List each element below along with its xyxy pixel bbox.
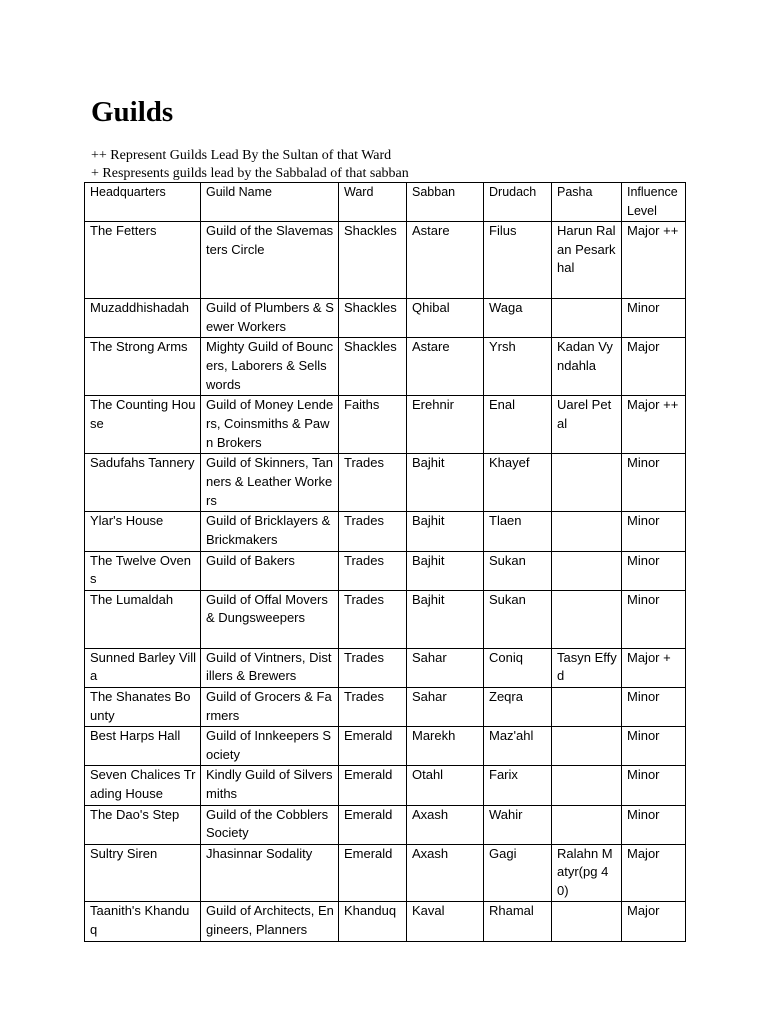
- table-row: [85, 454, 686, 512]
- cell-guild-name: Guild of the Cobblers Society: [201, 805, 339, 844]
- cell-headquarters: Sultry Siren: [85, 844, 201, 902]
- cell-influence-level: Major: [622, 902, 686, 941]
- column-header-influence-level: Influence Level: [622, 183, 686, 222]
- cell-headquarters: The Twelve Ovens: [85, 551, 201, 590]
- legend-note-sabbalad: + Respresents guilds lead by the Sabbalad of that sabban: [91, 166, 409, 181]
- cell-sabban: Sahar: [407, 648, 484, 687]
- cell-ward: Trades: [339, 590, 407, 648]
- cell-drudach: Gagi: [484, 844, 552, 902]
- cell-drudach: Zeqra: [484, 687, 552, 726]
- cell-ward: Emerald: [339, 805, 407, 844]
- cell-pasha: [552, 512, 622, 551]
- table-row: [85, 338, 686, 396]
- cell-influence-level: Minor: [622, 590, 686, 648]
- cell-pasha: [552, 454, 622, 512]
- cell-sabban: Kaval: [407, 902, 484, 941]
- cell-ward: Shackles: [339, 222, 407, 299]
- cell-sabban: Bajhit: [407, 454, 484, 512]
- cell-headquarters: The Lumaldah: [85, 590, 201, 648]
- cell-sabban: Axash: [407, 844, 484, 902]
- cell-guild-name: Guild of Bricklayers & Brickmakers: [201, 512, 339, 551]
- cell-influence-level: Minor: [622, 551, 686, 590]
- cell-headquarters: Best Harps Hall: [85, 727, 201, 766]
- cell-pasha: [552, 551, 622, 590]
- cell-drudach: Rhamal: [484, 902, 552, 941]
- cell-headquarters: Taanith's Khanduq: [85, 902, 201, 941]
- cell-guild-name: Guild of Innkeepers Society: [201, 727, 339, 766]
- table-row: [85, 512, 686, 551]
- cell-sabban: Astare: [407, 338, 484, 396]
- cell-sabban: Erehnir: [407, 396, 484, 454]
- cell-ward: Emerald: [339, 766, 407, 805]
- cell-influence-level: Minor: [622, 727, 686, 766]
- cell-sabban: Axash: [407, 805, 484, 844]
- table-row: [85, 727, 686, 766]
- cell-pasha: [552, 902, 622, 941]
- table-row: [85, 551, 686, 590]
- cell-sabban: Bajhit: [407, 590, 484, 648]
- cell-headquarters: Sunned Barley Villa: [85, 648, 201, 687]
- cell-pasha: Kadan Vyndahla: [552, 338, 622, 396]
- cell-ward: Trades: [339, 687, 407, 726]
- cell-headquarters: The Dao's Step: [85, 805, 201, 844]
- cell-ward: Trades: [339, 512, 407, 551]
- cell-ward: Shackles: [339, 299, 407, 338]
- column-header-drudach: Drudach: [484, 183, 552, 222]
- page-title: Guilds: [91, 96, 174, 128]
- cell-headquarters: The Shanates Bounty: [85, 687, 201, 726]
- table-row: [85, 299, 686, 338]
- cell-ward: Shackles: [339, 338, 407, 396]
- table-header-row: [85, 183, 686, 222]
- cell-guild-name: Kindly Guild of Silversmiths: [201, 766, 339, 805]
- column-header-pasha: Pasha: [552, 183, 622, 222]
- column-header-guild-name: Guild Name: [201, 183, 339, 222]
- cell-pasha: [552, 299, 622, 338]
- cell-drudach: Yrsh: [484, 338, 552, 396]
- cell-sabban: Sahar: [407, 687, 484, 726]
- table-row: [85, 648, 686, 687]
- table-row: [85, 844, 686, 902]
- cell-guild-name: Guild of Skinners, Tanners & Leather Workers: [201, 454, 339, 512]
- column-header-sabban: Sabban: [407, 183, 484, 222]
- legend-notes: [91, 147, 409, 183]
- cell-headquarters: Sadufahs Tannery: [85, 454, 201, 512]
- cell-influence-level: Major: [622, 338, 686, 396]
- cell-drudach: Maz'ahl: [484, 727, 552, 766]
- cell-ward: Trades: [339, 551, 407, 590]
- cell-ward: Trades: [339, 454, 407, 512]
- cell-influence-level: Minor: [622, 299, 686, 338]
- cell-influence-level: Major ++: [622, 222, 686, 299]
- cell-influence-level: Major +: [622, 648, 686, 687]
- cell-drudach: Enal: [484, 396, 552, 454]
- cell-influence-level: Minor: [622, 766, 686, 805]
- cell-guild-name: Guild of Grocers & Farmers: [201, 687, 339, 726]
- table-body: [85, 222, 686, 941]
- cell-drudach: Wahir: [484, 805, 552, 844]
- cell-influence-level: Minor: [622, 687, 686, 726]
- table-row: [85, 396, 686, 454]
- cell-headquarters: The Fetters: [85, 222, 201, 299]
- cell-drudach: Sukan: [484, 590, 552, 648]
- table-row: [85, 687, 686, 726]
- table-row: [85, 590, 686, 648]
- cell-influence-level: Minor: [622, 454, 686, 512]
- cell-drudach: Khayef: [484, 454, 552, 512]
- cell-influence-level: Major: [622, 844, 686, 902]
- cell-ward: Emerald: [339, 844, 407, 902]
- cell-influence-level: Minor: [622, 512, 686, 551]
- cell-sabban: Astare: [407, 222, 484, 299]
- cell-drudach: Coniq: [484, 648, 552, 687]
- cell-guild-name: Guild of Plumbers & Sewer Workers: [201, 299, 339, 338]
- cell-headquarters: Ylar's House: [85, 512, 201, 551]
- cell-pasha: Harun Ralan Pesarkhal: [552, 222, 622, 299]
- cell-ward: Emerald: [339, 727, 407, 766]
- cell-headquarters: Muzaddhishadah: [85, 299, 201, 338]
- cell-headquarters: The Strong Arms: [85, 338, 201, 396]
- cell-drudach: Farix: [484, 766, 552, 805]
- cell-influence-level: Minor: [622, 805, 686, 844]
- cell-drudach: Tlaen: [484, 512, 552, 551]
- cell-pasha: [552, 766, 622, 805]
- cell-guild-name: Mighty Guild of Bouncers, Laborers & Sellswords: [201, 338, 339, 396]
- cell-sabban: Bajhit: [407, 512, 484, 551]
- column-header-ward: Ward: [339, 183, 407, 222]
- cell-sabban: Qhibal: [407, 299, 484, 338]
- cell-drudach: Waga: [484, 299, 552, 338]
- cell-pasha: [552, 590, 622, 648]
- cell-pasha: [552, 687, 622, 726]
- cell-guild-name: Guild of Offal Movers & Dungsweepers: [201, 590, 339, 648]
- table-row: [85, 902, 686, 941]
- cell-guild-name: Guild of the Slavemasters Circle: [201, 222, 339, 299]
- cell-ward: Trades: [339, 648, 407, 687]
- cell-guild-name: Jhasinnar Sodality: [201, 844, 339, 902]
- cell-guild-name: Guild of Money Lenders, Coinsmiths & Pawn Brokers: [201, 396, 339, 454]
- cell-pasha: Ralahn Matyr(pg 40): [552, 844, 622, 902]
- cell-pasha: Tasyn Effyd: [552, 648, 622, 687]
- cell-guild-name: Guild of Bakers: [201, 551, 339, 590]
- cell-drudach: Sukan: [484, 551, 552, 590]
- cell-sabban: Otahl: [407, 766, 484, 805]
- column-header-headquarters: Headquarters: [85, 183, 201, 222]
- cell-sabban: Marekh: [407, 727, 484, 766]
- table-row: [85, 766, 686, 805]
- cell-headquarters: The Counting House: [85, 396, 201, 454]
- cell-pasha: [552, 727, 622, 766]
- cell-guild-name: Guild of Vintners, Distillers & Brewers: [201, 648, 339, 687]
- guilds-table: [84, 182, 686, 942]
- cell-pasha: [552, 805, 622, 844]
- cell-pasha: Uarel Petal: [552, 396, 622, 454]
- legend-note-sultan: ++ Represent Guilds Lead By the Sultan of that Ward: [91, 148, 392, 163]
- cell-ward: Faiths: [339, 396, 407, 454]
- cell-headquarters: Seven Chalices Trading House: [85, 766, 201, 805]
- cell-drudach: Filus: [484, 222, 552, 299]
- table-row: [85, 805, 686, 844]
- cell-sabban: Bajhit: [407, 551, 484, 590]
- table-row: [85, 222, 686, 299]
- cell-guild-name: Guild of Architects, Engineers, Planners: [201, 902, 339, 941]
- cell-influence-level: Major ++: [622, 396, 686, 454]
- cell-ward: Khanduq: [339, 902, 407, 941]
